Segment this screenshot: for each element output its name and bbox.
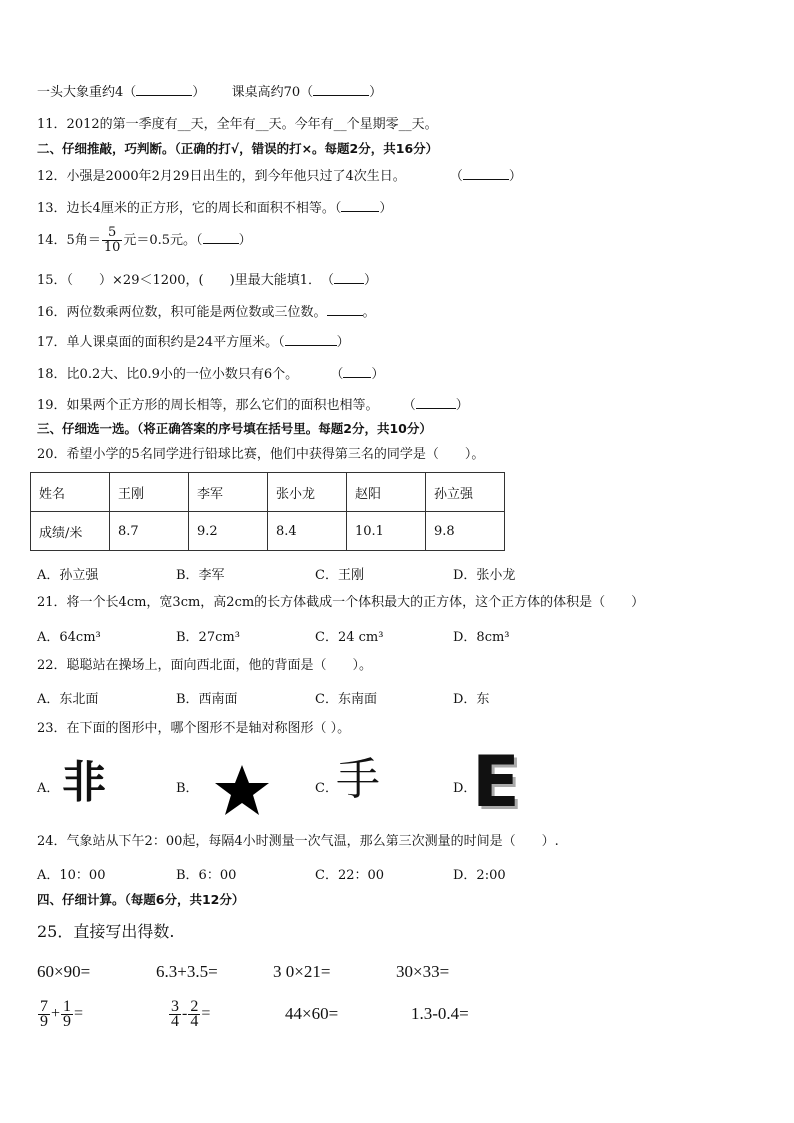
fraction: $\frac{1}{9}$ <box>63 997 72 1030</box>
calc-item: 6.3+3.5= <box>156 962 218 981</box>
option-d[interactable]: D．东 <box>453 692 490 707</box>
question-19: 19．如果两个正方形的周长相等，那么它们的面积也相等。 （ ） <box>37 395 469 415</box>
answer-blank[interactable] <box>327 302 363 316</box>
fraction: $\frac{5}{10}$ <box>103 225 121 255</box>
fraction: $\frac{7}{9}$ <box>40 997 48 1030</box>
option-c[interactable]: C．22：00 <box>315 868 385 883</box>
calc-item: 3 0×21= <box>273 962 331 981</box>
table-cell: 9.8 <box>426 512 505 551</box>
section-3-title: 三、仔细选一选。（将正确答案的序号填在括号里。每题2分，共10分） <box>37 421 432 436</box>
table-header-row <box>31 473 505 512</box>
fei-character-figure: 非 <box>62 757 106 808</box>
calc-item: 60×90= <box>37 962 91 981</box>
q10-line: 一头大象重约4（ ） 课桌高约70（ ） <box>37 82 382 102</box>
option-d[interactable]: D．张小龙 <box>453 568 516 583</box>
table-cell: 姓名 <box>31 473 110 512</box>
letter-e-figure: E <box>472 741 520 823</box>
answer-blank[interactable] <box>136 82 192 96</box>
answer-blank[interactable] <box>203 230 239 244</box>
option-d[interactable]: D． <box>453 781 477 796</box>
option-b[interactable]: B． <box>176 781 199 796</box>
calc-fraction-item: $\frac{3}{4}$ - $\frac{2}{4}$ = <box>171 997 211 1030</box>
table-cell: 9.2 <box>189 512 268 551</box>
option-b[interactable]: B．6：00 <box>176 868 237 883</box>
answer-blank[interactable] <box>334 270 364 284</box>
table-row <box>31 512 505 551</box>
shou-character-figure: 手 <box>336 754 380 805</box>
option-a[interactable]: A．东北面 <box>37 692 99 707</box>
table-cell: 李军 <box>189 473 268 512</box>
option-a[interactable]: A．64cm³ <box>37 630 101 645</box>
answer-blank[interactable] <box>285 332 337 346</box>
section-2-title: 二、仔细推敲，巧判断。（正确的打√，错误的打×。每题2分，共16分） <box>37 141 439 156</box>
option-c[interactable]: C．王刚 <box>315 568 364 583</box>
question-15: 15．（ ）×29＜1200，( )里最大能填1． （ ） <box>37 270 377 290</box>
question-17: 17．单人课桌面的面积约是24平方厘米。（ ） <box>37 332 350 352</box>
score-table <box>30 472 505 551</box>
question-18: 18．比0.2大、比0.9小的一位小数只有6个。 （ ） <box>37 364 384 384</box>
calc-item: 44×60= <box>285 1004 339 1023</box>
option-b[interactable]: B．27cm³ <box>176 630 240 645</box>
option-d[interactable]: D．2:00 <box>453 868 506 883</box>
question-14: 14．5角＝ $\frac{5}{10}$ 元＝0.5元。（ ） <box>37 225 252 255</box>
option-d[interactable]: D．8cm³ <box>453 630 510 645</box>
question-20: 20．希望小学的5名同学进行铅球比赛，他们中获得第三名的同学是（ ）。 <box>37 447 485 462</box>
calc-fraction-item: $\frac{7}{9}$ + $\frac{1}{9}$ = <box>40 997 84 1030</box>
table-cell: 成绩/米 <box>31 512 110 551</box>
option-b[interactable]: B．西南面 <box>176 692 238 707</box>
answer-blank[interactable] <box>313 82 369 96</box>
table-cell: 赵阳 <box>347 473 426 512</box>
question-11: 11．2012的第一季度有__天，全年有__天。今年有__个星期零__天。 <box>37 117 438 132</box>
question-12: 12．小强是2000年2月29日出生的，到今年他只过了4次生日。 （ ） <box>37 166 522 186</box>
question-21: 21．将一个长4cm，宽3cm，高2cm的长方体截成一个体积最大的正方体，这个正方体的体积是（ ） <box>37 595 645 610</box>
option-c[interactable]: C． <box>315 781 338 796</box>
table-cell: 8.7 <box>110 512 189 551</box>
table-cell: 10.1 <box>347 512 426 551</box>
option-a[interactable]: A．孙立强 <box>37 568 99 583</box>
table-cell: 8.4 <box>268 512 347 551</box>
question-23: 23．在下面的图形中，哪个图形不是轴对称图形（ ）。 <box>37 721 351 736</box>
table-cell: 张小龙 <box>268 473 347 512</box>
option-c[interactable]: C．24 cm³ <box>315 630 384 645</box>
question-13: 13．边长4厘米的正方形，它的周长和面积不相等。（ ） <box>37 198 392 218</box>
calc-item: 1.3-0.4= <box>411 1004 469 1023</box>
fraction: $\frac{3}{4}$ <box>171 997 179 1030</box>
calc-item: 30×33= <box>396 962 450 981</box>
option-a[interactable]: A． <box>37 781 60 796</box>
answer-blank[interactable] <box>416 395 456 409</box>
question-25: 25．直接写出得数. <box>37 922 175 941</box>
question-24: 24．气象站从下午2：00起，每隔4小时测量一次气温，那么第三次测量的时间是（ ）. <box>37 834 559 849</box>
answer-blank[interactable] <box>341 198 379 212</box>
option-c[interactable]: C．东南面 <box>315 692 377 707</box>
question-22: 22．聪聪站在操场上，面向西北面，他的背面是（ ）。 <box>37 658 373 673</box>
option-a[interactable]: A．10：00 <box>37 868 106 883</box>
star-icon <box>212 764 272 816</box>
answer-blank[interactable] <box>463 166 509 180</box>
table-cell: 孙立强 <box>426 473 505 512</box>
table-cell: 王刚 <box>110 473 189 512</box>
question-16: 16．两位数乘两位数，积可能是两位数或三位数。 。 <box>37 302 376 322</box>
section-4-title: 四、仔细计算。（每题6分，共12分） <box>37 892 245 907</box>
answer-blank[interactable] <box>343 364 371 378</box>
option-b[interactable]: B．李军 <box>176 568 225 583</box>
fraction: $\frac{2}{4}$ <box>190 997 199 1030</box>
